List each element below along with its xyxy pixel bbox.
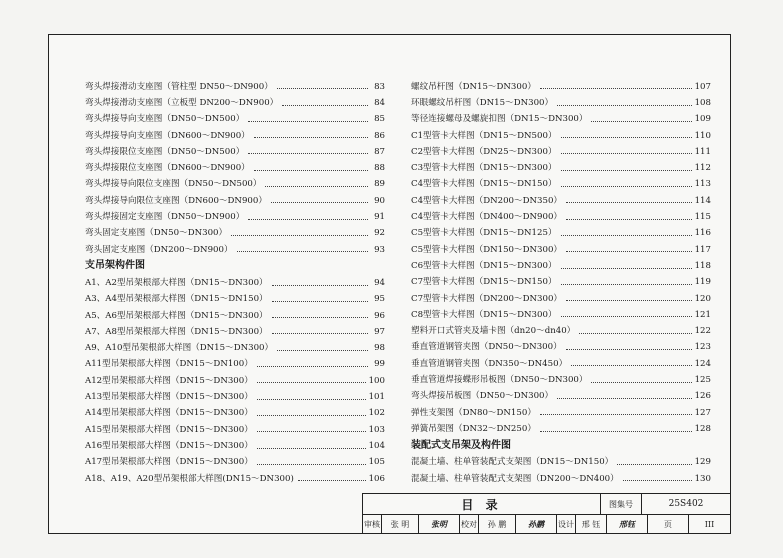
toc-entry-page: 93 <box>374 244 385 255</box>
toc-entry-title: C5型管卡大样图（DN15～DN125） <box>411 228 557 239</box>
toc-entry[interactable] <box>411 238 711 254</box>
dot-leader <box>257 463 366 465</box>
toc-entry-page: 126 <box>694 391 711 402</box>
toc-entry-page: 117 <box>694 244 711 255</box>
dot-leader <box>540 430 692 432</box>
toc-entry[interactable] <box>85 205 385 221</box>
toc-entry-title: 等径连接螺母及螺旋扣图（DN15～DN300） <box>411 114 588 125</box>
toc-entry-page: 84 <box>374 98 385 108</box>
toc-entry-title: 弯头焊接吊板图（DN50～DN300） <box>411 391 554 402</box>
toc-entry[interactable] <box>411 91 711 107</box>
toc-entry-page: 123 <box>694 342 711 353</box>
toc-entry[interactable] <box>411 368 711 384</box>
dot-leader <box>257 430 366 432</box>
dot-leader <box>561 315 692 317</box>
toc-entry-title: 环眼螺纹吊杆图（DN15～DN300） <box>411 98 554 108</box>
toc-entry-title: 弯头固定支座图（DN200～DN900） <box>85 244 233 255</box>
toc-entry[interactable] <box>411 319 711 335</box>
dot-leader <box>566 348 692 350</box>
toc-entry[interactable] <box>411 451 711 467</box>
toc-entry-title: A13型吊架根部大样图（DN15～DN300） <box>85 392 253 403</box>
toc-entry-page: 120 <box>694 293 711 304</box>
toc-entry[interactable] <box>85 304 385 320</box>
review-label: 审核 <box>363 515 382 534</box>
toc-entry-title: 弯头焊接导向支座图（DN50～DN500） <box>85 114 245 125</box>
dot-leader <box>257 398 366 400</box>
toc-entry-title: C4型管卡大样图（DN15～DN150） <box>411 179 557 190</box>
toc-entry-title: A14型吊架根部大样图（DN15～DN300） <box>85 408 253 419</box>
dot-leader <box>561 169 692 171</box>
toc-entry[interactable] <box>85 369 385 385</box>
dot-leader <box>265 185 368 187</box>
dot-leader <box>257 381 366 383</box>
dot-leader <box>298 479 366 481</box>
dot-leader <box>272 284 368 286</box>
dot-leader <box>561 152 692 154</box>
page-number: III <box>704 520 715 529</box>
toc-entry-title: 弯头焊接限位支座图（DN50～DN500） <box>85 146 245 157</box>
dot-leader <box>254 136 368 138</box>
toc-right-column <box>411 75 711 483</box>
toc-entry-title: A3、A4型吊架根部大样图（DN15～DN150） <box>85 294 268 305</box>
toc-entry-title: C4型管卡大样图（DN200～DN350） <box>411 195 563 206</box>
review-signature: 张明 <box>419 515 460 534</box>
toc-entry-page: 113 <box>694 179 711 190</box>
toc-entry-title: C1型管卡大样图（DN15～DN500） <box>411 130 557 141</box>
dot-leader <box>561 234 692 236</box>
toc-entry[interactable] <box>85 108 385 124</box>
toc-entry-title: 弯头焊接导向限位支座图（DN50～DN500） <box>85 179 262 190</box>
toc-entry[interactable] <box>85 238 385 254</box>
dot-leader <box>277 349 368 351</box>
toc-entry[interactable] <box>411 352 711 368</box>
page-label: 页 <box>648 515 689 534</box>
dot-leader <box>282 104 368 106</box>
toc-entry-page: 95 <box>374 294 385 305</box>
toc-entry[interactable] <box>85 336 385 352</box>
dot-leader <box>254 169 368 171</box>
toc-entry-page: 90 <box>374 195 385 206</box>
toc-entry[interactable] <box>85 320 385 336</box>
dot-leader <box>277 87 368 89</box>
dot-leader <box>272 300 368 302</box>
toc-entry-title: 垂直管道焊接蝶形吊板图（DN50～DN300） <box>411 375 588 386</box>
toc-entry-page: 89 <box>374 179 385 190</box>
toc-entry-title: 塑料开口式管夹及墙卡图（dn20～dn40） <box>411 326 576 337</box>
toc-entry-title: A5、A6型吊架根部大样图（DN15～DN300） <box>85 310 268 321</box>
toc-entry-page: 96 <box>374 310 385 321</box>
toc-entry-title: C7型管卡大样图（DN15～DN150） <box>411 277 557 288</box>
toc-entry[interactable] <box>411 189 711 205</box>
dot-leader <box>257 414 366 416</box>
toc-entry-title: 混凝土墙、柱单管装配式支架图（DN200～DN400） <box>411 473 619 484</box>
toc-entry-title: A16型吊架根部大样图（DN15～DN300） <box>85 440 253 451</box>
toc-entry-title: A17型吊架根部大样图（DN15～DN300） <box>85 457 253 468</box>
toc-entry[interactable] <box>85 353 385 369</box>
toc-entry-page: 125 <box>694 375 711 386</box>
toc-entry[interactable] <box>411 222 711 238</box>
design-label: 设计 <box>557 515 576 534</box>
toc-entry-page: 122 <box>694 326 711 337</box>
toc-entry-page: 109 <box>694 114 711 125</box>
toc-entry-page: 101 <box>368 392 385 403</box>
toc-entry-title: C5型管卡大样图（DN150～DN300） <box>411 244 563 255</box>
toc-entry[interactable] <box>411 108 711 124</box>
toc-entry-page: 128 <box>694 423 711 434</box>
dot-leader <box>540 413 692 415</box>
toc-entry-title: C3型管卡大样图（DN15～DN300） <box>411 163 557 174</box>
dot-leader <box>591 381 691 383</box>
toc-entry-title: A7、A8型吊架根部大样图（DN15～DN300） <box>85 326 268 337</box>
dot-leader <box>561 136 692 138</box>
toc-entry-page: 86 <box>374 130 385 141</box>
toc-left-column <box>85 75 385 483</box>
toc-entry[interactable] <box>411 75 711 91</box>
toc-entry-page: 100 <box>368 375 385 386</box>
toc-entry[interactable] <box>85 124 385 140</box>
toc-entry-page: 87 <box>374 146 385 157</box>
toc-entry[interactable] <box>85 156 385 172</box>
toc-entry[interactable] <box>85 434 385 450</box>
toc-entry-title: C7型管卡大样图（DN200～DN300） <box>411 293 563 304</box>
dot-leader <box>231 234 368 236</box>
toc-entry[interactable] <box>411 303 711 319</box>
toc-entry[interactable] <box>85 451 385 467</box>
toc-entry-title: 弯头焊接固定支座图（DN50～DN900） <box>85 212 245 223</box>
toc-entry[interactable] <box>411 156 711 172</box>
toc-entry-page: 103 <box>368 424 385 435</box>
dot-leader <box>571 364 691 366</box>
toc-entry-title: A1、A2型吊架根部大样图（DN15～DN300） <box>85 277 268 288</box>
toc-entry-title: 弯头焊接滑动支座图（立板型 DN200～DN900） <box>85 98 279 108</box>
toc-entry-title: A15型吊架根部大样图（DN15～DN300） <box>85 424 253 435</box>
design-name: 邢 钰 <box>576 515 607 534</box>
dot-leader <box>579 332 691 334</box>
dot-leader <box>561 267 692 269</box>
toc-entry-page: 88 <box>374 163 385 174</box>
toc-entry-title: C2型管卡大样图（DN25～DN300） <box>411 146 557 157</box>
toc-entry-page: 98 <box>374 343 385 354</box>
toc-entry[interactable] <box>85 173 385 189</box>
toc-entry[interactable] <box>411 467 711 483</box>
toc-entry-page: 118 <box>694 260 711 271</box>
dot-leader <box>561 185 692 187</box>
toc-entry-title: 弯头焊接滑动支座图（管柱型 DN50～DN900） <box>85 81 273 92</box>
toc-entry-title: A18、A19、A20型吊架根部大样图(DN15～DN300) <box>85 473 294 484</box>
toc-entry-title: A12型吊架根部大样图（DN15～DN300） <box>85 375 253 386</box>
toc-entry-page: 92 <box>374 228 385 239</box>
toc-entry[interactable] <box>411 140 711 156</box>
toc-entry-page: 99 <box>374 359 385 370</box>
toc-entry[interactable] <box>411 385 711 401</box>
toc-entry[interactable] <box>411 254 711 270</box>
dot-leader <box>540 87 692 89</box>
check-name: 孙 鹏 <box>479 515 516 534</box>
toc-entry-page: 119 <box>694 277 711 288</box>
toc-entry-title: 弹簧吊架图（DN32～DN250） <box>411 423 536 434</box>
dot-leader <box>248 218 368 220</box>
toc-entry-title: C6型管卡大样图（DN15～DN300） <box>411 260 557 271</box>
atlas-number: 25S402 <box>668 499 704 509</box>
toc-entry[interactable] <box>85 402 385 418</box>
design-signature: 邢钰 <box>607 515 648 534</box>
toc-entry-page: 97 <box>374 326 385 337</box>
dot-leader <box>272 316 368 318</box>
toc-entry-title: C4型管卡大样图（DN400～DN900） <box>411 212 563 223</box>
check-label: 校对 <box>460 515 479 534</box>
dot-leader <box>557 104 691 106</box>
toc-entry-page: 106 <box>368 473 385 484</box>
toc-entry[interactable] <box>85 75 385 91</box>
dot-leader <box>271 201 368 203</box>
toc-entry-page: 83 <box>374 81 385 92</box>
toc-entry-page: 114 <box>694 195 711 206</box>
toc-entry-title: 弯头焊接限位支座图（DN600～DN900） <box>85 163 250 174</box>
section-heading: 装配式支吊架及构件图 <box>411 439 511 451</box>
toc-entry[interactable] <box>85 467 385 483</box>
toc-entry-page: 127 <box>694 407 711 418</box>
toc-entry[interactable] <box>85 189 385 205</box>
dot-leader <box>623 479 692 481</box>
toc-entry-page: 102 <box>368 408 385 419</box>
toc-entry-title: 混凝土墙、柱单管装配式支架图（DN15～DN150） <box>411 457 614 468</box>
section-heading: 支吊架构件图 <box>85 260 145 272</box>
toc-entry-page: 104 <box>368 440 385 451</box>
toc-entry-page: 130 <box>694 473 711 484</box>
toc-entry[interactable] <box>85 271 385 287</box>
toc-entry[interactable] <box>411 287 711 303</box>
atlas-number-label: 图集号 <box>601 494 642 514</box>
toc-entry-page: 107 <box>694 81 711 92</box>
dot-leader <box>257 365 368 367</box>
check-signature: 孙鹏 <box>516 515 557 534</box>
toc-entry-page: 116 <box>694 228 711 239</box>
toc-entry-title: C8型管卡大样图（DN15～DN300） <box>411 309 557 320</box>
toc-entry-title: 垂直管道钢管夹图（DN350～DN450） <box>411 358 568 369</box>
toc-entry-title: 垂直管道钢管夹图（DN50～DN300） <box>411 342 562 353</box>
toc-entry-title: A11型吊架根部大样图（DN15～DN100） <box>85 359 253 370</box>
toc-entry-title: 弹性支架图（DN80～DN150） <box>411 407 536 418</box>
dot-leader <box>566 299 692 301</box>
toc-entry[interactable] <box>85 91 385 107</box>
dot-leader <box>617 463 691 465</box>
dot-leader <box>248 152 368 154</box>
toc-entry-page: 121 <box>694 309 711 320</box>
toc-entry[interactable] <box>85 288 385 304</box>
dot-leader <box>591 120 691 122</box>
toc-entry-page: 91 <box>374 212 385 223</box>
toc-entry[interactable] <box>411 401 711 417</box>
toc-entry-page: 105 <box>368 457 385 468</box>
dot-leader <box>566 250 692 252</box>
toc-entry[interactable] <box>411 173 711 189</box>
dot-leader <box>561 283 692 285</box>
title-block-title: 目 录 <box>363 494 601 514</box>
toc-entry-page: 129 <box>694 457 711 468</box>
toc-entry-page: 111 <box>694 146 711 157</box>
toc-entry-page: 94 <box>374 277 385 288</box>
toc-entry[interactable] <box>411 205 711 221</box>
toc-entry-title: 弯头固定支座图（DN50～DN300） <box>85 228 228 239</box>
dot-leader <box>248 120 368 122</box>
toc-entry-title: 弯头焊接导向支座图（DN600～DN900） <box>85 130 250 141</box>
drawing-frame <box>48 34 731 534</box>
toc-entry[interactable] <box>85 418 385 434</box>
toc-entry-page: 85 <box>374 114 385 125</box>
toc-entry-title: 弯头焊接导向限位支座图（DN600～DN900） <box>85 195 267 206</box>
dot-leader <box>272 332 368 334</box>
toc-entry-page: 110 <box>694 130 711 141</box>
dot-leader <box>557 397 691 399</box>
review-name: 张 明 <box>382 515 419 534</box>
toc-entry-page: 115 <box>694 212 711 223</box>
dot-leader <box>237 250 368 252</box>
dot-leader <box>566 218 692 220</box>
dot-leader <box>566 201 692 203</box>
title-block <box>362 493 730 533</box>
toc-entry[interactable] <box>85 385 385 401</box>
toc-entry-page: 108 <box>694 98 711 108</box>
toc-entry[interactable] <box>411 271 711 287</box>
toc-entry[interactable] <box>85 222 385 238</box>
toc-entry-title: A9、A10型吊架根部大样图（DN15～DN300） <box>85 343 274 354</box>
toc-entry-title: 螺纹吊杆图（DN15～DN300） <box>411 81 536 92</box>
toc-entry-page: 112 <box>694 163 711 174</box>
toc-entry[interactable] <box>411 124 711 140</box>
toc-entry[interactable] <box>411 417 711 433</box>
dot-leader <box>257 447 366 449</box>
toc-entry-page: 124 <box>694 358 711 369</box>
toc-entry[interactable] <box>85 140 385 156</box>
toc-entry[interactable] <box>411 336 711 352</box>
